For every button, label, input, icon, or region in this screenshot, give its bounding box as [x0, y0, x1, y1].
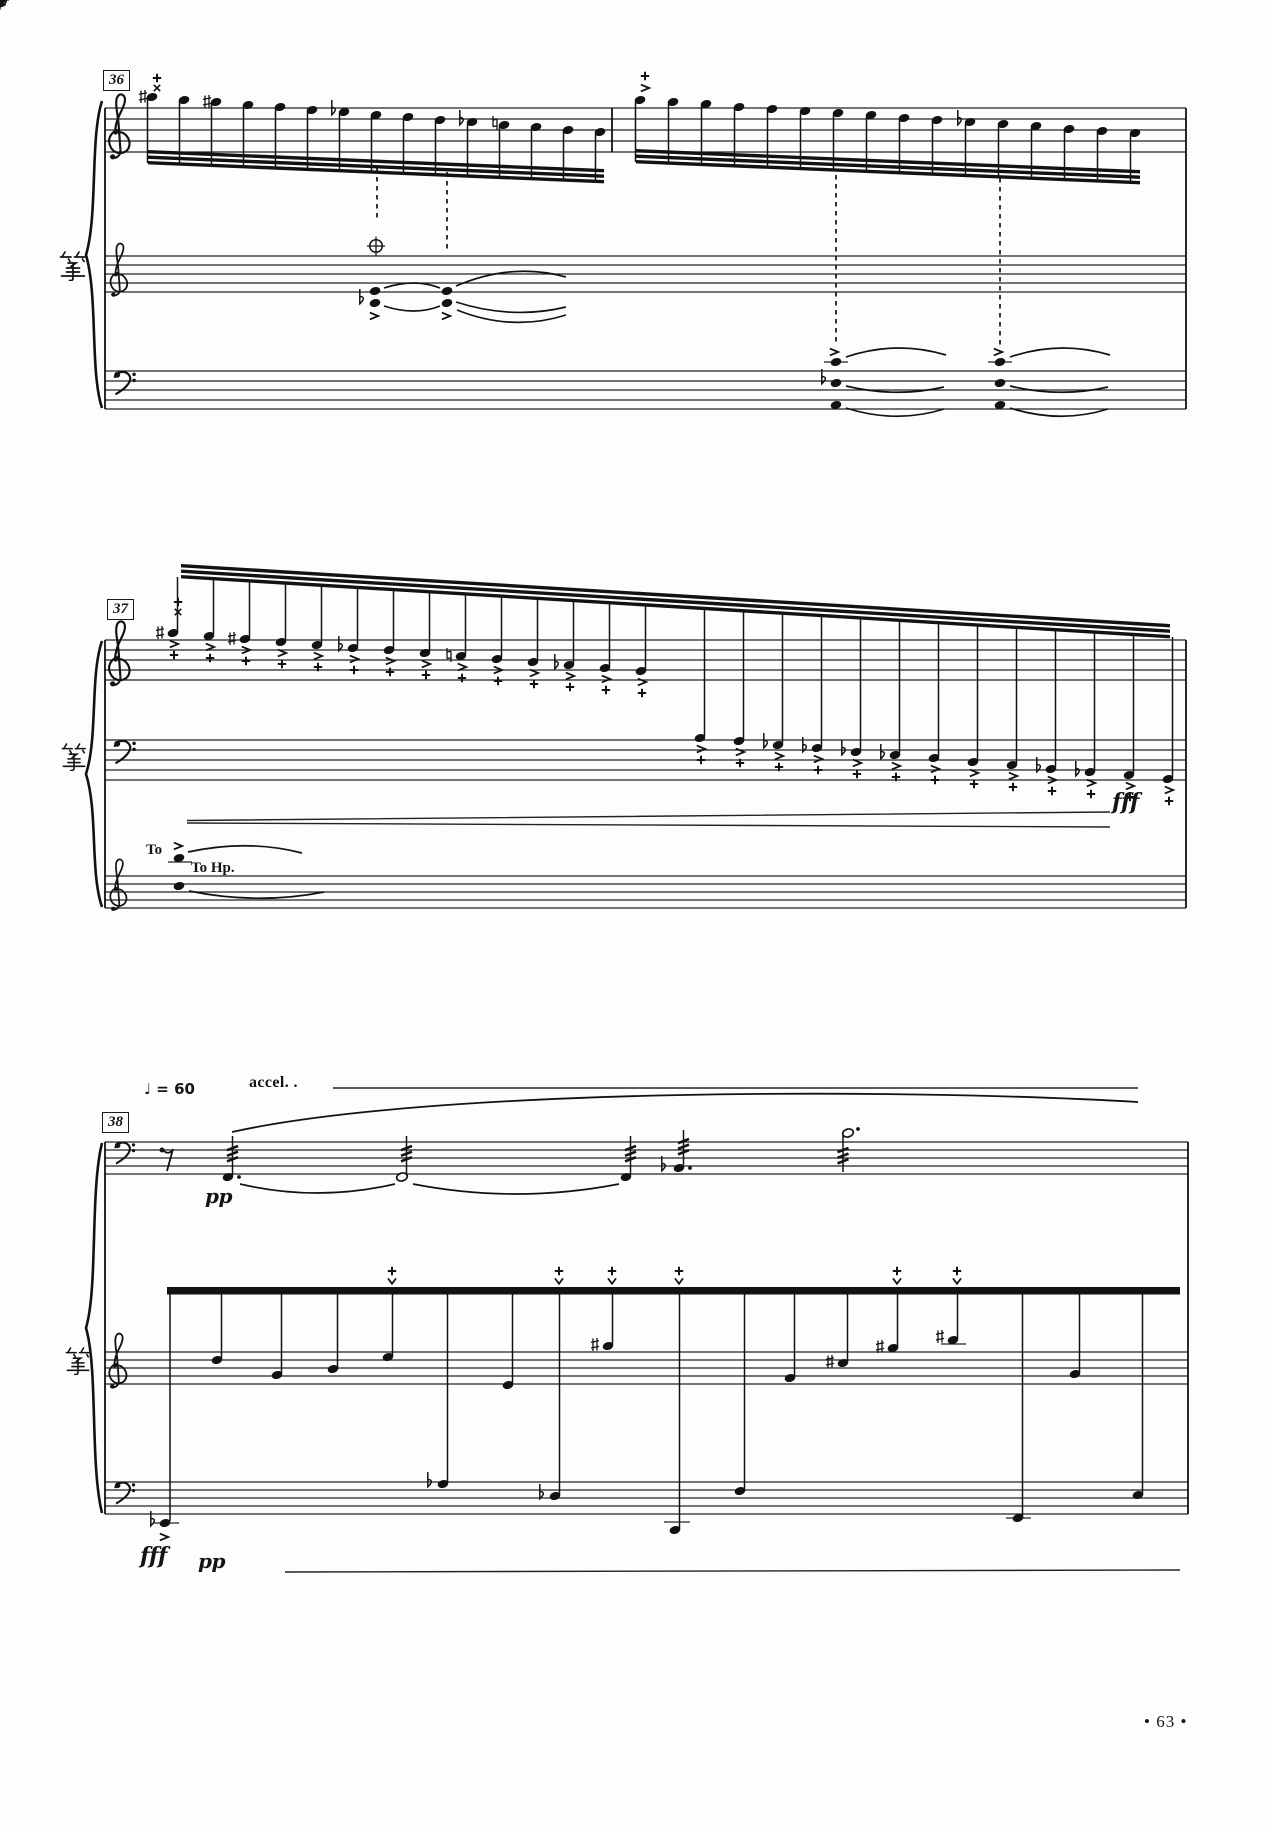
- beam-noteheads: [159, 1335, 1145, 1535]
- system-2: [86, 564, 1186, 911]
- barlines: [105, 108, 1186, 409]
- accidentals: [156, 626, 1079, 776]
- to-label: To: [146, 842, 163, 858]
- rehearsal-mark-37: 37: [107, 599, 134, 620]
- treble-clef-icon: [110, 859, 126, 911]
- system-brace: [86, 641, 102, 907]
- run-noteheads: [167, 628, 1175, 784]
- beam: [167, 1287, 1180, 1295]
- staff-lines: [105, 1142, 1188, 1514]
- harmonic-circle: [367, 237, 385, 256]
- bass-clef-icon: [115, 1483, 135, 1504]
- dynamic-pp: pp: [205, 1184, 232, 1208]
- rehearsal-mark-36: 36: [103, 70, 130, 91]
- bass-clef-icon: [114, 372, 136, 394]
- stems: [233, 1130, 844, 1175]
- beams: [148, 149, 1140, 184]
- dynamic-fff: fff: [140, 1543, 167, 1569]
- crescendo-hairpin: [187, 812, 1110, 827]
- system-brace: [86, 101, 102, 408]
- treble-clef-icon: [109, 1334, 126, 1389]
- tempo-marking: ♩ = 60: [144, 1080, 195, 1098]
- ties: [384, 271, 566, 322]
- to-harp-label: To Hp.: [191, 860, 235, 876]
- ledger-lines: [154, 1344, 1031, 1523]
- dynamic-pp: pp: [198, 1549, 225, 1573]
- staff-lines: [105, 640, 1186, 908]
- zheng-character: [58, 250, 88, 282]
- beams: [181, 564, 1170, 638]
- mute-marks: [388, 1267, 961, 1284]
- system-3: [86, 1088, 1188, 1572]
- instrument-label: [58, 250, 88, 282]
- zheng-character: [64, 1346, 92, 1376]
- zheng-character: [60, 742, 88, 772]
- barlines: [105, 1142, 1188, 1514]
- ties: [240, 1184, 619, 1194]
- page-number: • 63 •: [1144, 1712, 1188, 1731]
- accel-label: accel. .: [249, 1074, 298, 1091]
- instrument-label: [64, 1346, 92, 1376]
- plucking-marks: [153, 72, 649, 92]
- stems: [170, 1294, 1143, 1529]
- laissez-vibrer-ties: [846, 348, 1110, 416]
- dynamic-fff: fff: [1112, 789, 1139, 815]
- staff-lines: [105, 108, 1186, 409]
- treble-clef-icon: [111, 243, 128, 296]
- system-1: [86, 72, 1186, 416]
- accidentals: [151, 1330, 944, 1526]
- run-noteheads: [146, 92, 1142, 138]
- system-brace: [86, 1143, 102, 1513]
- bass-clef-icon: [115, 1143, 135, 1164]
- phrase-slur: [232, 1094, 1138, 1132]
- instrument-label: [60, 742, 88, 772]
- rehearsal-mark-38: 38: [102, 1112, 129, 1133]
- dynamic-extension-line: [285, 1570, 1180, 1572]
- plus-marks: [170, 651, 1173, 805]
- treble-clef-icon: [109, 621, 129, 686]
- treble-clef-icon: [109, 94, 129, 159]
